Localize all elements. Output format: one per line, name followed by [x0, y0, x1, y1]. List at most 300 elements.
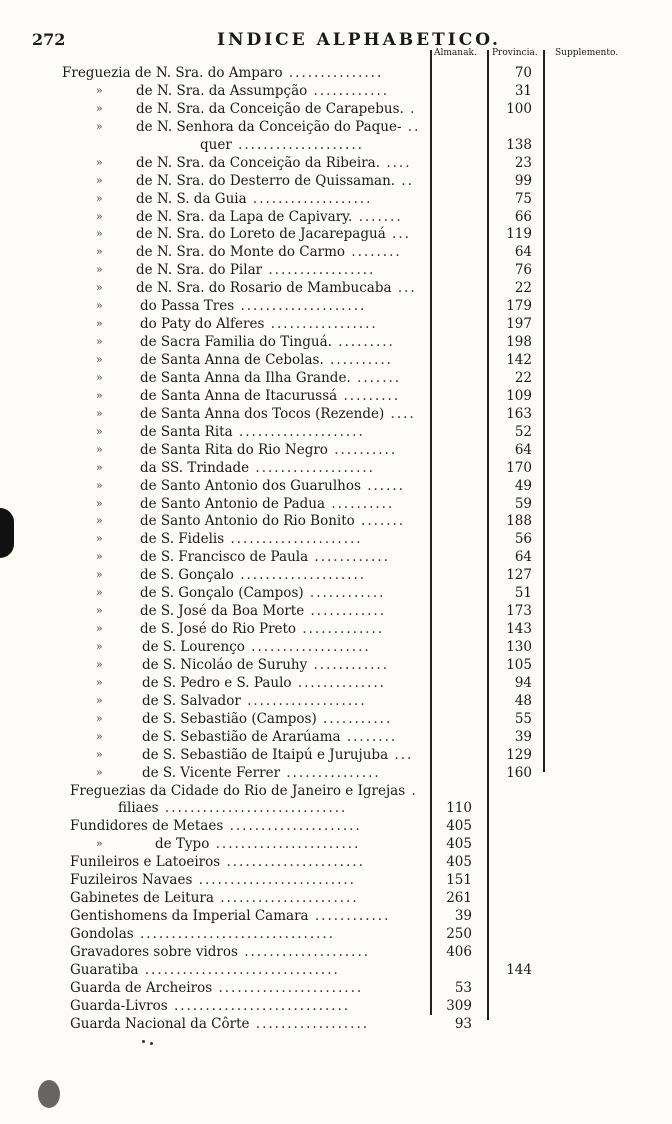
entry-text: [140, 512, 405, 530]
index-entry: [0, 746, 672, 764]
entry-label: do Passa Tres: [140, 298, 235, 315]
ink-speck: [150, 1042, 153, 1045]
index-entry: [0, 566, 672, 584]
entry-text: [140, 495, 394, 513]
entry-label: de S. Lourenço: [142, 639, 245, 655]
almanak-page: 405: [446, 836, 472, 853]
index-entry: [0, 584, 672, 602]
leader-dots: ...........: [316, 710, 393, 727]
entry-text: [70, 979, 363, 997]
ditto-mark: »: [96, 550, 103, 564]
leader-dots: .............: [296, 621, 385, 638]
leader-dots: .: [403, 100, 417, 117]
ditto-mark: »: [96, 532, 103, 546]
entry-label: de Santa Anna da Ilha Grande.: [140, 369, 351, 386]
entry-text: [70, 853, 365, 871]
index-entry: [0, 441, 672, 459]
leader-dots: .........: [331, 334, 395, 351]
entry-label: de Santa Rita: [140, 423, 233, 440]
entry-label: Guarda-Livros: [70, 997, 168, 1014]
column-header-almanak: Almanak.: [434, 48, 477, 58]
leader-dots: .................: [262, 262, 376, 279]
leader-dots: ..........: [325, 495, 395, 512]
ditto-mark: »: [96, 514, 103, 528]
entry-label: de N. Senhora da Conceição do Paque-: [136, 118, 402, 135]
index-entry: [0, 82, 672, 100]
provincia-page: 127: [506, 567, 532, 584]
entry-text: [140, 548, 390, 566]
ditto-mark: »: [96, 299, 103, 313]
entry-label: de Sacra Familia do Tinguá.: [140, 334, 332, 351]
entry-label: de Santa Anna dos Tocos (Rezende): [140, 405, 385, 422]
index-entry: [0, 243, 672, 261]
index-entry: [0, 477, 672, 495]
entry-text: [140, 602, 386, 620]
provincia-page: 143: [506, 621, 532, 638]
entry-text: [136, 279, 417, 297]
index-entry: [0, 315, 672, 333]
ditto-mark: »: [96, 478, 103, 492]
ditto-mark: »: [96, 675, 103, 689]
index-entry: [0, 530, 672, 548]
entry-label: Guarda de Archeiros: [70, 979, 213, 996]
provincia-page: 48: [514, 692, 532, 709]
ditto-mark: »: [96, 101, 103, 115]
provincia-page: 105: [506, 656, 532, 673]
index-entry: [0, 710, 672, 728]
index-entry: [0, 190, 672, 208]
provincia-page: 66: [514, 208, 532, 225]
leader-dots: ...................: [244, 639, 371, 655]
index-entry: [0, 548, 672, 566]
entry-text: [142, 638, 371, 656]
index-entry: [0, 118, 672, 136]
ditto-mark: »: [96, 353, 103, 366]
entry-text: [136, 261, 375, 279]
leader-dots: ....................: [232, 423, 365, 440]
leader-dots: ............: [304, 603, 387, 620]
ditto-mark: »: [96, 424, 103, 438]
provincia-page: 76: [514, 262, 532, 279]
leader-dots: .............................: [158, 800, 348, 817]
entry-text: [136, 225, 411, 243]
provincia-page: 188: [506, 513, 532, 530]
entry-text: [136, 190, 372, 208]
provincia-page: 173: [506, 603, 532, 620]
ink-blot: [0, 508, 14, 558]
index-entry: [0, 261, 672, 279]
entry-text: [140, 477, 405, 495]
entry-text: [140, 315, 378, 333]
index-entry: [0, 979, 672, 997]
entry-text: [136, 100, 416, 118]
entry-text: [140, 459, 375, 477]
entry-label: do Paty do Alferes: [140, 316, 265, 333]
entry-text: [70, 925, 335, 943]
leader-dots: ........: [345, 244, 402, 261]
index-entry: [0, 853, 672, 871]
index-entry: [0, 369, 672, 387]
provincia-page: 39: [514, 728, 532, 745]
leader-dots: ....................: [234, 298, 367, 315]
leader-dots: ...: [385, 226, 411, 243]
provincia-page: 142: [506, 352, 532, 368]
provincia-page: 144: [506, 961, 532, 978]
leader-dots: ..........: [327, 441, 398, 458]
entry-label: de S. Pedro e S. Paulo: [142, 674, 292, 691]
ditto-mark: »: [96, 83, 103, 97]
leader-dots: ..........: [323, 352, 393, 368]
index-entry: [0, 512, 672, 530]
leader-dots: .........................: [192, 872, 356, 889]
entry-text: [136, 243, 402, 261]
leader-dots: ...................: [249, 459, 375, 476]
ditto-mark: »: [96, 442, 103, 456]
ditto-mark: »: [96, 604, 103, 618]
entry-text: [136, 82, 389, 100]
index-entry: [0, 100, 672, 118]
entry-label: de S. José da Boa Morte: [140, 603, 305, 620]
index-entry: [0, 208, 672, 226]
entry-label: de S. Francisco de Paula: [140, 549, 309, 566]
entry-label: Fundidores de Metaes: [70, 818, 224, 835]
provincia-page: 51: [514, 585, 532, 602]
entry-label: de Santo Antonio dos Guarulhos: [140, 477, 361, 494]
ditto-mark: »: [96, 586, 103, 600]
provincia-page: 70: [514, 65, 532, 81]
entry-label: de S. Gonçalo: [140, 567, 234, 584]
entry-text: [140, 369, 401, 387]
index-entry: [0, 674, 672, 692]
index-entry: [0, 297, 672, 315]
index-entry: [0, 997, 672, 1015]
leader-dots: .........: [337, 387, 401, 404]
almanak-page: 406: [446, 943, 472, 960]
entry-label: de N. Sra. da Conceição de Carapebus.: [136, 100, 404, 117]
leader-dots: ...............................: [133, 926, 335, 942]
index-entries: [0, 64, 672, 1033]
provincia-page: 22: [514, 280, 532, 297]
provincia-page: 56: [514, 531, 532, 548]
entry-text: [142, 656, 389, 674]
ink-speck: [38, 1080, 60, 1108]
entry-label: de N. Sra. da Assumpção: [136, 82, 308, 99]
entry-label: de S. Sebastião de Ararúama: [142, 728, 341, 745]
leader-dots: ...................: [240, 692, 367, 709]
index-entry: [0, 925, 672, 943]
entry-text: [142, 692, 367, 710]
entry-text: [62, 64, 383, 82]
leader-dots: ...................: [246, 190, 373, 207]
ditto-mark: »: [96, 729, 103, 743]
entry-text: [70, 817, 362, 835]
entry-text: [140, 530, 363, 548]
index-entry: [0, 799, 672, 817]
index-entry: [0, 602, 672, 620]
entry-text: [142, 746, 413, 764]
ditto-mark: »: [96, 568, 103, 582]
ink-speck: [142, 1040, 145, 1043]
ditto-mark: »: [96, 837, 103, 851]
entry-label: de N. Sra. da Conceição da Ribeira.: [136, 154, 381, 171]
provincia-page: 31: [514, 82, 532, 99]
ditto-mark: »: [96, 335, 103, 349]
entry-label: Gondolas: [70, 926, 134, 942]
leader-dots: ..............: [291, 674, 386, 691]
entry-text: [140, 566, 366, 584]
almanak-page: 93: [454, 1015, 472, 1032]
entry-label: Funileiros e Latoeiros: [70, 854, 221, 871]
provincia-page: 163: [506, 405, 532, 422]
entry-label: de Santa Rita do Rio Negro: [140, 441, 328, 458]
ditto-mark: »: [96, 155, 103, 169]
entry-label: de S. Fidelis: [140, 531, 225, 548]
leader-dots: ....: [384, 405, 416, 422]
index-entry: [0, 638, 672, 656]
index-entry: [0, 405, 672, 423]
provincia-page: 64: [514, 549, 532, 566]
leader-dots: ....................: [231, 136, 364, 153]
entry-label: de Santa Anna de Cebolas.: [140, 352, 324, 368]
entry-text: [140, 351, 393, 369]
ditto-mark: »: [96, 317, 103, 331]
entry-text: [142, 674, 386, 692]
leader-dots: ..: [401, 118, 421, 135]
index-entry: [0, 728, 672, 746]
entry-label: de S. Salvador: [142, 692, 241, 709]
leader-dots: ....................: [237, 943, 371, 960]
leader-dots: ............: [303, 585, 386, 602]
index-entry: [0, 136, 672, 154]
index-entry: [0, 1015, 672, 1033]
ditto-mark: »: [96, 406, 103, 420]
ditto-mark: »: [96, 119, 103, 133]
entry-text: [142, 728, 397, 746]
index-entry: [0, 817, 672, 835]
leader-dots: ....................: [233, 567, 367, 584]
entry-label: de S. Sebastião (Campos): [142, 710, 317, 727]
entry-label: de N. Sra. do Loreto de Jacarepaguá: [136, 226, 386, 243]
entry-text: [70, 782, 418, 800]
entry-text: [200, 136, 364, 154]
ditto-mark: »: [96, 622, 103, 636]
almanak-page: 405: [446, 818, 472, 835]
leader-dots: ......: [360, 477, 405, 494]
ditto-mark: »: [96, 370, 103, 384]
provincia-page: 198: [506, 334, 532, 351]
entry-text: [118, 799, 347, 817]
provincia-page: 49: [514, 477, 532, 494]
index-entry: [0, 692, 672, 710]
leader-dots: ...............: [282, 65, 384, 81]
provincia-page: 109: [506, 387, 532, 404]
page-number: 272: [32, 30, 66, 49]
entry-text: [140, 620, 384, 638]
almanak-page: 309: [446, 997, 472, 1014]
leader-dots: ..................: [249, 1015, 370, 1032]
index-entry: [0, 835, 672, 853]
leader-dots: ............: [307, 656, 390, 673]
entry-label: de S. José do Rio Preto: [140, 621, 297, 638]
entry-text: [70, 871, 356, 889]
ditto-mark: »: [96, 640, 103, 653]
leader-dots: ............: [308, 908, 391, 925]
entry-label: Guarda Nacional da Côrte: [70, 1015, 250, 1032]
leader-dots: ...: [388, 746, 414, 763]
entry-label: de N. Sra. do Pilar: [136, 262, 263, 279]
entry-text: [136, 208, 403, 226]
index-entry: [0, 961, 672, 979]
entry-label: de N. S. da Guia: [136, 190, 247, 207]
ditto-mark: »: [96, 657, 103, 671]
entry-text: [70, 961, 340, 979]
entry-label: de S. Vicente Ferrer: [142, 764, 281, 781]
entry-label: Guaratiba: [70, 961, 139, 978]
leader-dots: ....: [380, 154, 412, 171]
leader-dots: .................: [264, 316, 378, 333]
index-entry: [0, 495, 672, 513]
entry-text: [140, 441, 397, 459]
leader-dots: ...: [391, 280, 417, 297]
ditto-mark: »: [96, 765, 103, 779]
provincia-page: 99: [514, 172, 532, 189]
leader-dots: .......................: [209, 836, 361, 853]
ditto-mark: »: [96, 173, 103, 187]
provincia-page: 129: [506, 746, 532, 763]
index-entry: [0, 225, 672, 243]
ditto-mark: »: [96, 496, 103, 510]
index-entry: [0, 64, 672, 82]
entry-label: de S. Nicoláo de Suruhy: [142, 656, 308, 673]
provincia-page: 197: [506, 316, 532, 333]
index-entry: [0, 172, 672, 190]
entry-label: Gentishomens da Imperial Camara: [70, 908, 309, 925]
entry-text: [140, 333, 395, 351]
page-title: INDICE ALPHABETICO.: [217, 30, 501, 50]
entry-text: [136, 154, 412, 172]
entry-label: Fuzileiros Navaes: [70, 872, 193, 889]
provincia-page: 59: [514, 495, 532, 512]
provincia-page: 130: [506, 639, 532, 655]
almanak-page: 110: [446, 800, 472, 817]
ditto-mark: »: [96, 263, 103, 277]
provincia-page: 100: [506, 100, 532, 117]
provincia-page: 22: [514, 369, 532, 386]
almanak-page: 261: [446, 890, 472, 907]
index-entry: [0, 620, 672, 638]
index-entry: [0, 943, 672, 961]
column-header-supplemento: Supplemento.: [555, 48, 619, 58]
leader-dots: ......................: [213, 890, 359, 907]
leader-dots: ............: [307, 82, 390, 99]
entry-text: [140, 405, 416, 423]
entry-text: [142, 710, 392, 728]
provincia-page: 170: [506, 459, 532, 476]
leader-dots: ........: [340, 728, 398, 745]
ditto-mark: »: [96, 191, 103, 205]
provincia-page: 64: [514, 244, 532, 261]
entry-label: de N. Sra. do Rosario de Mambucaba: [136, 280, 392, 297]
leader-dots: ............: [308, 549, 390, 566]
ditto-mark: »: [96, 460, 103, 474]
provincia-page: 119: [506, 226, 532, 243]
entry-label: de N. Sra. do Monte do Carmo: [136, 244, 346, 261]
entry-label: filiaes: [118, 800, 159, 817]
leader-dots: .....................: [224, 531, 363, 548]
leader-dots: ...............................: [138, 961, 340, 978]
almanak-page: 151: [446, 872, 472, 889]
entry-text: [70, 997, 350, 1015]
provincia-page: 94: [514, 674, 532, 691]
leader-dots: ..: [395, 172, 414, 189]
provincia-page: 52: [514, 423, 532, 440]
entry-text: [155, 835, 360, 853]
entry-label: de Santo Antonio do Rio Bonito: [140, 513, 355, 530]
almanak-page: 405: [446, 854, 472, 871]
almanak-page: 250: [446, 926, 472, 942]
index-entry: [0, 387, 672, 405]
entry-label: quer: [200, 136, 232, 153]
index-entry: [0, 907, 672, 925]
ditto-mark: »: [96, 245, 103, 259]
index-entry: [0, 154, 672, 172]
entry-label: de Santa Anna de Itacurussá: [140, 387, 338, 404]
provincia-page: 138: [506, 136, 532, 153]
entry-text: [140, 584, 385, 602]
leader-dots: .......: [354, 513, 406, 530]
almanak-page: 53: [454, 979, 472, 996]
provincia-page: 160: [506, 764, 532, 781]
provincia-page: 64: [514, 441, 532, 458]
almanak-page: 39: [454, 908, 472, 925]
entry-text: [70, 889, 359, 907]
leader-dots: .......: [350, 369, 402, 386]
entry-label: Freguezias da Cidade do Rio de Janeiro e Igrejas: [70, 782, 406, 799]
entry-label: de N. Sra. da Lapa de Capivary.: [136, 208, 353, 225]
entry-label: Gravadores sobre vidros: [70, 943, 238, 960]
entry-text: [140, 297, 366, 315]
leader-dots: ......................: [220, 854, 365, 871]
index-entry: [0, 871, 672, 889]
entry-label: Freguezia de N. Sra. do Amparo: [62, 65, 283, 81]
ditto-mark: »: [96, 693, 103, 707]
entry-text: [70, 907, 390, 925]
entry-text: [70, 943, 370, 961]
entry-text: [136, 172, 414, 190]
ditto-mark: »: [96, 281, 103, 295]
index-entry: [0, 889, 672, 907]
leader-dots: ...............: [280, 764, 381, 781]
entry-label: de S. Sebastião de Itaipú e Jurujuba: [142, 746, 389, 763]
leader-dots: .......: [352, 208, 403, 225]
index-entry: [0, 423, 672, 441]
entry-label: de Typo: [155, 836, 210, 853]
index-entry: [0, 351, 672, 369]
leader-dots: .: [405, 782, 418, 799]
index-entry: [0, 333, 672, 351]
column-header-provincia: Provincia.: [492, 48, 538, 58]
index-entry: [0, 459, 672, 477]
entry-text: [70, 1015, 369, 1033]
index-entry: [0, 279, 672, 297]
entry-label: de S. Gonçalo (Campos): [140, 585, 304, 602]
entry-text: [140, 423, 365, 441]
provincia-page: 23: [514, 154, 532, 171]
leader-dots: .......................: [212, 979, 364, 996]
leader-dots: .....................: [223, 818, 362, 835]
entry-label: de Santo Antonio de Padua: [140, 495, 326, 512]
provincia-page: 75: [514, 190, 532, 207]
